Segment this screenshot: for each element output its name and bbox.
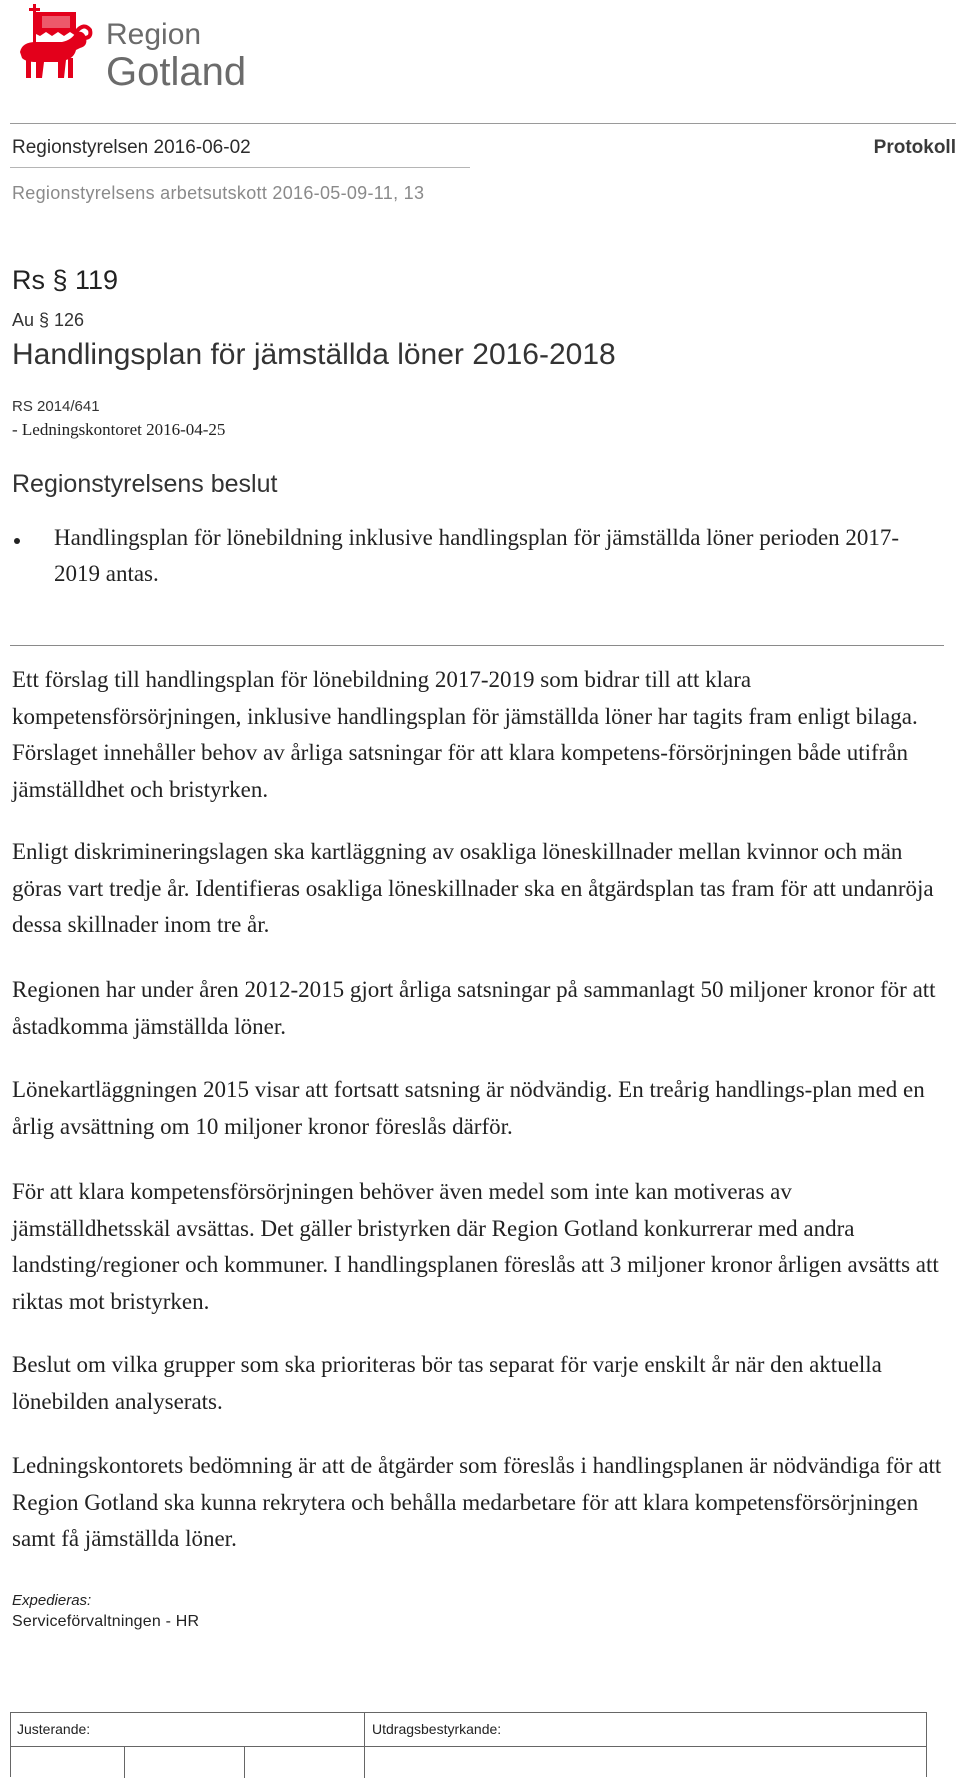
- body-paragraph: För att klara kompetensförsörjningen behöver även medel som inte kan motiveras av jämställdhetsskäl avsättas. Det gäller bristyrken där Region Gotland konkurrerar med andra landsting/regioner och kommuner. I handlingsplanen föreslås att 3 miljoner kronor årligen avsätts att riktas mot bristyrken.: [12, 1179, 939, 1314]
- header-sub-rule: [10, 167, 470, 168]
- body-paragraph: Beslut om vilka grupper som ska prioriteras bör tas separat för varje enskilt år när den aktuella lönebilden analyserats.: [12, 1352, 882, 1414]
- body-paragraph: Regionen har under åren 2012-2015 gjort årliga satsningar på sammanlagt 50 miljoner kronor för att åstadkomma jämställda löner.: [12, 977, 936, 1039]
- case-title: Handlingsplan för jämställda löner 2016-2018: [12, 338, 616, 371]
- dispatch-recipient: Serviceförvaltningen - HR: [12, 1613, 200, 1630]
- case-number: RS 2014/641: [12, 398, 100, 415]
- meeting-title: Regionstyrelsen 2016-06-02: [12, 137, 251, 158]
- body-paragraph: Ledningskontorets bedömning är att de åtgärder som föreslås i handlingsplanen är nödvändiga för att Region Gotland ska kunna rekrytera och behålla medarbetare för att klara kompetensförsörjningen samt få jämställda löner.: [12, 1453, 942, 1551]
- logo-text-region: Region: [106, 18, 202, 51]
- dispatch-label: Expedieras:: [12, 1592, 92, 1609]
- signature-table: [10, 1712, 927, 1777]
- region-gotland-logo: [14, 2, 247, 94]
- decision-heading: Regionstyrelsens beslut: [12, 470, 278, 498]
- body-paragraph: Lönekartläggningen 2015 visar att fortsatt satsning är nödvändig. En treårig handlings-plan med en årlig avsättning om 10 miljoner kronor föreslås därför.: [12, 1077, 925, 1139]
- sub-meeting-title: Regionstyrelsens arbetsutskott 2016-05-09-11, 13: [12, 183, 425, 203]
- decision-bullet: Handlingsplan för lönebildning inklusive handlingsplan för jämställda löner perioden 2017-2019 antas.: [54, 525, 900, 586]
- logo-text-gotland: Gotland: [106, 50, 247, 94]
- au-paragraph-number: Au § 126: [12, 310, 85, 330]
- signature-cell-divider: [244, 1746, 245, 1778]
- extract-certifier-label: Utdragsbestyrkande:: [372, 1721, 502, 1737]
- body-paragraph: Ett förslag till handlingsplan för lönebildning 2017-2019 som bidrar till att klara kompetensförsörjningen, inklusive handlingsplan för jämställda löner har tagits fram enligt bilaga. Förslaget innehåller behov av årliga satsningar för att klara kompetens-försörjningen både utifrån jämställdhet och bristyrken.: [12, 667, 918, 802]
- case-department: - Ledningskontoret 2016-04-25: [12, 420, 226, 439]
- gotland-ram-flag-icon: [14, 2, 94, 90]
- header-top-rule: [10, 123, 956, 124]
- rs-paragraph-number: Rs § 119: [12, 265, 119, 295]
- bullet-icon: [14, 538, 20, 544]
- signature-row-divider: [11, 1746, 926, 1747]
- body-paragraph: Enligt diskrimineringslagen ska kartläggning av osakliga löneskillnader mellan kvinnor och män göras vart tredje år. Identifieras osakliga löneskillnader ska en åtgärdsplan tas fram för att undanröja dessa skillnader inom tre år.: [12, 839, 934, 937]
- signature-cell-divider: [124, 1746, 125, 1778]
- decision-divider: [10, 645, 944, 646]
- document-type: Protokoll: [873, 137, 956, 158]
- adjuster-label: Justerande:: [17, 1721, 91, 1737]
